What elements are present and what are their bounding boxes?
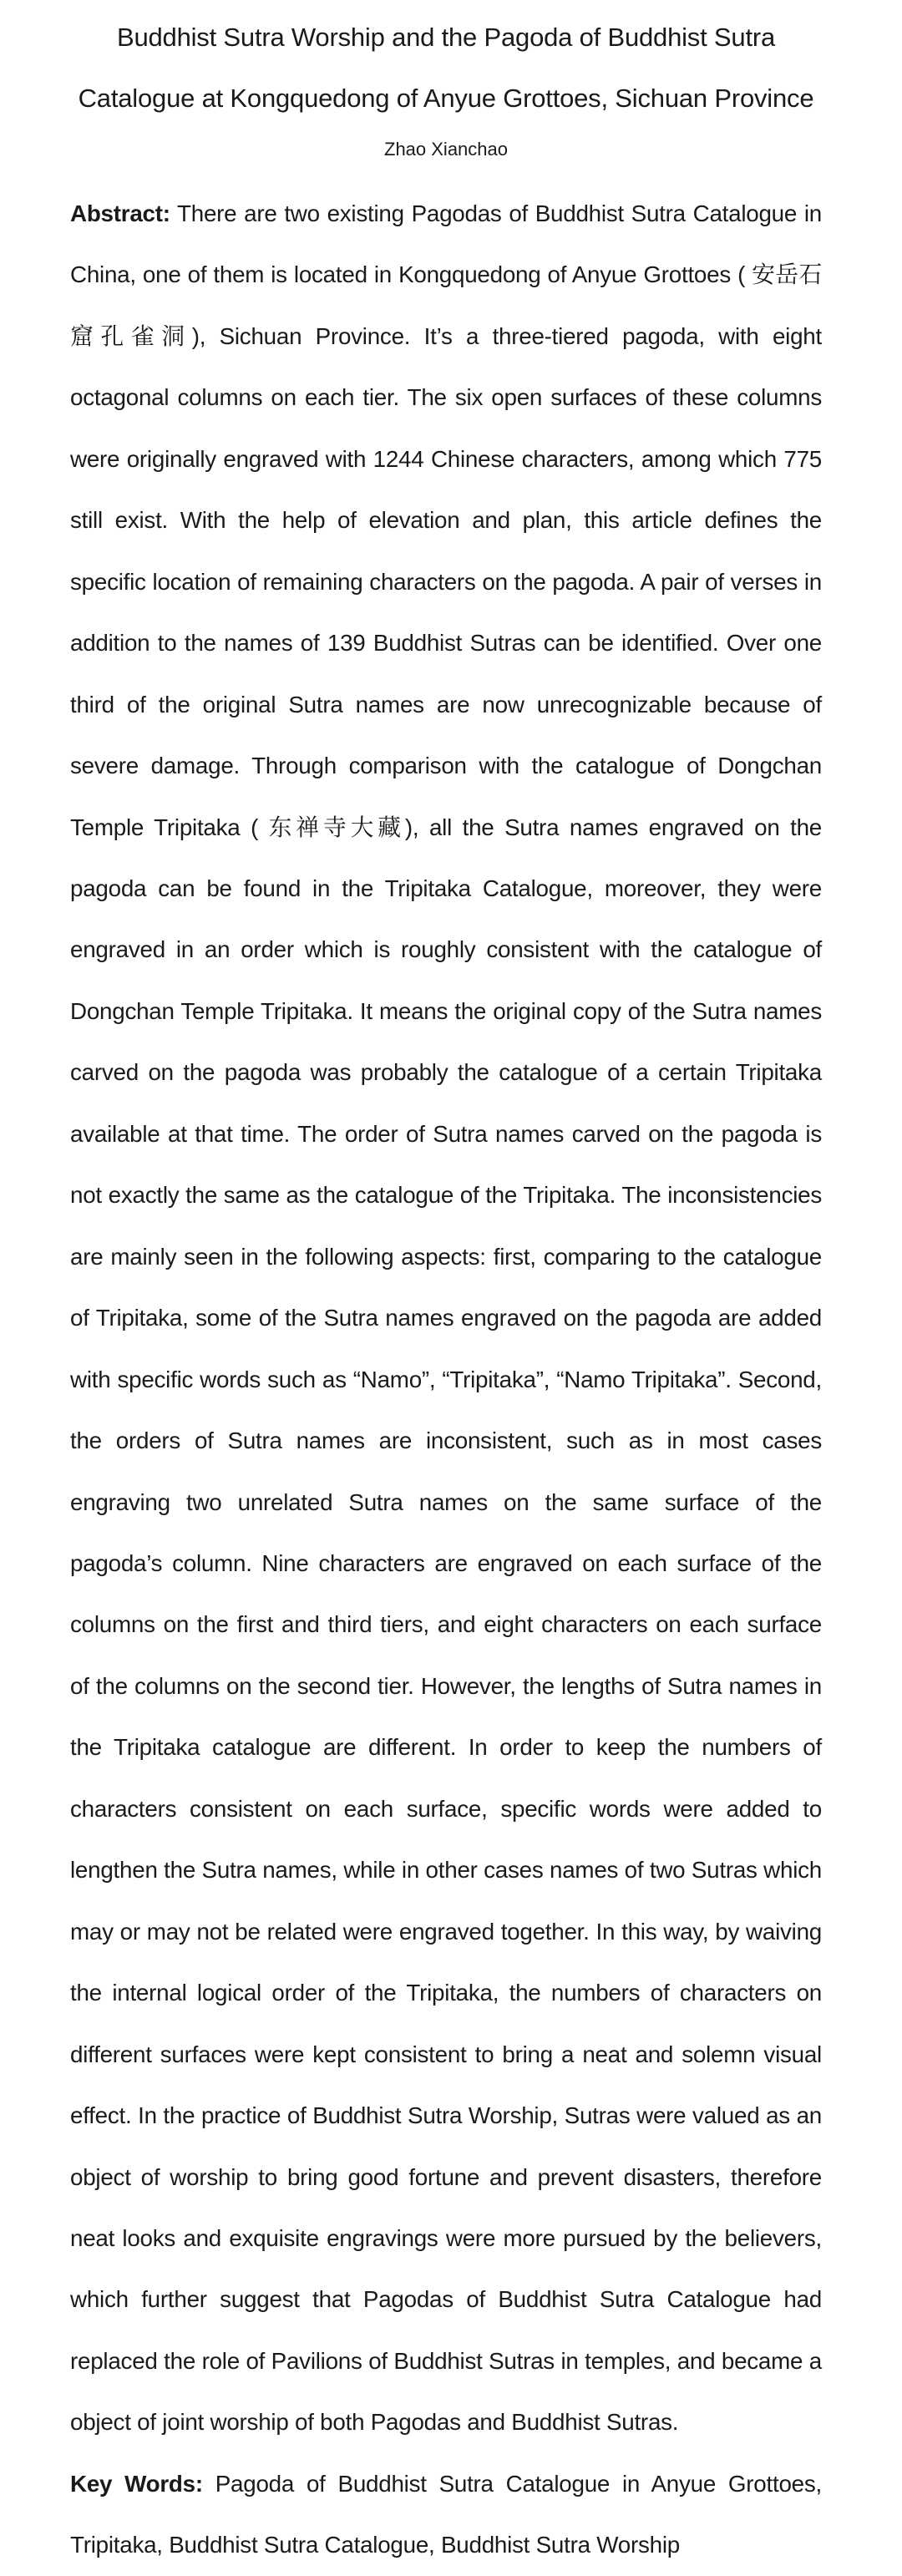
abstract-paragraph: [70, 183, 822, 2453]
abstract-label: Abstract:: [70, 200, 170, 226]
keywords-text: Pagoda of Buddhist Sutra Catalogue in Anyue Grottoes, Tripitaka, Buddhist Sutra Catalogue, Buddhist Sutra Worship: [70, 2470, 822, 2558]
keywords-paragraph: [70, 2453, 822, 2576]
author-name: Zhao Xianchao: [384, 139, 508, 160]
abstract-text: There are two existing Pagodas of Buddhist Sutra Catalogue in China, one of them is located in Kongquedong of Anyue Grottoes ( 安岳石窟孔雀洞), Sichuan Province. It’s a three-tiered pagoda, with eight octagonal columns on each tier. The six open surfaces of these columns were originally engraved with 1244 Chinese characters, among which 775 still exist. With the help of elevation and plan, this article defines the specific location of remaining characters on the pagoda. A pair of verses in addition to the names of 139 Buddhist Sutras can be identified. Over one third of the original Sutra names are now unrecognizable because of severe damage. Through comparison with the catalogue of Dongchan Temple Tripitaka ( 东禅寺大藏), all the Sutra names engraved on the pagoda can be found in the Tripitaka Catalogue, moreover, they were engraved in an order which is roughly consistent with the catalogue of Dongchan Temple Tripitaka. It means the original copy of the Sutra names carved on the pagoda was probably the catalogue of a certain Tripitaka available at that time. The order of Sutra names carved on the pagoda is not exactly the same as the catalogue of the Tripitaka. The inconsistencies are mainly seen in the following aspects: first, comparing to the catalogue of Tripitaka, some of the Sutra names engraved on the pagoda are added with specific words such as “Namo”, “Tripitaka”, “Namo Tripitaka”. Second, the orders of Sutra names are inconsistent, such as in most cases engraving two unrelated Sutra names on the same surface of the pagoda’s column. Nine characters are engraved on each surface of the columns on the first and third tiers, and eight characters on each surface of the columns on the second tier. However, the lengths of Sutra names in the Tripitaka catalogue are different. In order to keep the numbers of characters consistent on each surface, specific words were added to lengthen the Sutra names, while in other cases names of two Sutras which may or may not be related were engraved together. In this way, by waiving the internal logical order of the Tripitaka, the numbers of characters on different surfaces were kept consistent to bring a neat and solemn visual effect. In the practice of Buddhist Sutra Worship, Sutras were valued as an object of worship to bring good fortune and prevent disasters, therefore neat looks and exquisite engravings were more pursued by the believers, which further suggest that Pagodas of Buddhist Sutra Catalogue had replaced the role of Pavilions of Buddhist Sutras in temples, and became a object of joint worship of both Pagodas and Buddhist Sutras.: [70, 200, 822, 2436]
title-line-1: Buddhist Sutra Worship and the Pagoda of Buddhist Sutra: [116, 23, 776, 52]
keywords-label: Key Words:: [70, 2470, 203, 2497]
title-line-2: Catalogue at Kongquedong of Anyue Grottoes, Sichuan Province: [78, 84, 814, 113]
paper-title: [70, 0, 822, 129]
paper-page: [70, 0, 822, 2576]
